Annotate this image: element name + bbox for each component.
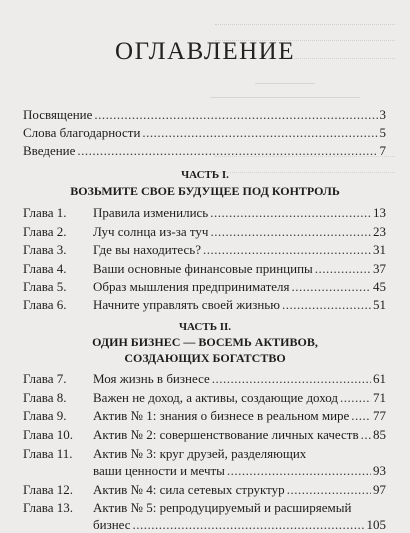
leader-dots xyxy=(282,297,371,313)
page-number: 3 xyxy=(379,107,386,122)
page-number: 77 xyxy=(373,408,386,423)
chapter-title: Актив № 5: репродуцируемый и расширяемый xyxy=(93,500,352,515)
page-number: 61 xyxy=(373,371,386,386)
toc-entry-acknowledgements[interactable] xyxy=(23,125,386,141)
entry-title: Посвящение xyxy=(23,107,93,122)
chapter-title: Актив № 3: круг друзей, разделяющих xyxy=(93,446,307,461)
toc-entry-chapter[interactable] xyxy=(23,279,386,295)
leader-dots xyxy=(94,107,377,123)
toc-entry-chapter[interactable] xyxy=(23,261,386,277)
toc-entry-continuation[interactable] xyxy=(93,517,386,533)
leader-dots xyxy=(361,427,371,443)
chapter-title-continuation: бизнес xyxy=(93,517,131,532)
part-heading: ВОЗЬМИТЕ СВОЕ БУДУЩЕЕ ПОД КОНТРОЛЬ xyxy=(70,184,340,198)
leader-dots xyxy=(210,224,371,240)
chapter-title: Где вы находитесь? xyxy=(93,242,201,257)
toc-entry-chapter[interactable] xyxy=(23,205,386,221)
toc-entry-chapter[interactable] xyxy=(23,427,386,443)
page-number: 13 xyxy=(373,205,386,220)
leader-dots xyxy=(340,390,371,406)
leader-dots xyxy=(142,125,377,141)
chapter-title: Правила изменились xyxy=(93,205,209,220)
leader-dots xyxy=(212,371,371,387)
chapter-number: Глава 3. xyxy=(23,242,67,257)
toc-entry-chapter[interactable] xyxy=(23,371,386,387)
bleed-through-text xyxy=(235,2,237,11)
leader-dots xyxy=(133,517,365,533)
toc-entry-chapter[interactable] xyxy=(23,390,386,406)
toc-entry-chapter[interactable] xyxy=(23,242,386,258)
chapter-number: Глава 6. xyxy=(23,297,67,312)
toc-entry-chapter[interactable] xyxy=(23,408,386,424)
entry-title: Введение xyxy=(23,143,76,158)
page-number: 7 xyxy=(379,143,386,158)
chapter-title: Актив № 4: сила сетевых структур xyxy=(93,482,285,497)
chapter-title: Луч солнца из-за туч xyxy=(93,224,209,239)
leader-dots xyxy=(227,463,371,479)
chapter-number: Глава 12. xyxy=(23,482,74,497)
chapter-number: Глава 1. xyxy=(23,205,67,220)
bleed-through-text xyxy=(215,18,395,25)
toc-entry-chapter[interactable] xyxy=(23,224,386,240)
leader-dots xyxy=(287,482,371,498)
part-label: ЧАСТЬ I. xyxy=(181,169,229,181)
toc-entry-dedication[interactable] xyxy=(23,107,386,123)
toc-entry-chapter[interactable] xyxy=(23,446,386,462)
chapter-title: Образ мышления предпринимателя xyxy=(93,279,290,294)
chapter-number: Глава 2. xyxy=(23,224,67,239)
leader-dots xyxy=(315,261,371,277)
page-number: 97 xyxy=(373,482,386,497)
toc-entry-continuation[interactable] xyxy=(93,463,386,479)
page-number: 85 xyxy=(373,427,386,442)
page-number: 37 xyxy=(373,261,386,276)
page-number: 5 xyxy=(379,125,386,140)
part-heading-line-2: СОЗДАЮЩИХ БОГАТСТВО xyxy=(124,351,286,365)
toc-entry-introduction[interactable] xyxy=(23,143,386,159)
chapter-number: Глава 9. xyxy=(23,408,67,423)
chapter-number: Глава 7. xyxy=(23,371,67,386)
page-number: 31 xyxy=(373,242,386,257)
part-heading-line-1: ОДИН БИЗНЕС — ВОСЕМЬ АКТИВОВ, xyxy=(92,335,318,349)
toc-entry-chapter[interactable] xyxy=(23,482,386,498)
chapter-title: Важен не доход, а активы, создающие доход xyxy=(93,390,338,405)
chapter-title: Актив № 1: знания о бизнесе в реальном мире xyxy=(93,408,350,423)
chapter-title: Ваши основные финансовые принципы xyxy=(93,261,313,276)
bleed-through-text xyxy=(210,92,360,98)
page-number: 51 xyxy=(373,297,386,312)
leader-dots xyxy=(77,143,377,159)
toc-entry-chapter[interactable] xyxy=(23,297,386,313)
page-number: 93 xyxy=(373,463,386,478)
page-title: ОГЛАВЛЕНИЕ xyxy=(115,38,295,65)
toc-entry-chapter[interactable] xyxy=(23,500,386,516)
chapter-number: Глава 11. xyxy=(23,446,73,461)
page-number: 105 xyxy=(366,517,386,532)
leader-dots xyxy=(210,205,371,221)
chapter-title: Моя жизнь в бизнесе xyxy=(93,371,210,386)
chapter-title: Актив № 2: совершенствование личных качеств xyxy=(93,427,359,442)
leader-dots xyxy=(292,279,371,295)
bleed-through-text xyxy=(255,78,315,84)
page-number: 71 xyxy=(373,390,386,405)
chapter-number: Глава 13. xyxy=(23,500,74,515)
part-label: ЧАСТЬ II. xyxy=(178,321,232,333)
page-number: 45 xyxy=(373,279,386,294)
chapter-number: Глава 10. xyxy=(23,427,74,442)
chapter-number: Глава 8. xyxy=(23,390,67,405)
chapter-number: Глава 5. xyxy=(23,279,67,294)
entry-title: Слова благодарности xyxy=(23,125,141,140)
chapter-title-continuation: ваши ценности и мечты xyxy=(93,463,225,478)
leader-dots xyxy=(203,242,371,258)
leader-dots xyxy=(351,408,371,424)
chapter-number: Глава 4. xyxy=(23,261,67,276)
page-number: 23 xyxy=(373,224,386,239)
chapter-title: Начните управлять своей жизнью xyxy=(93,297,280,312)
